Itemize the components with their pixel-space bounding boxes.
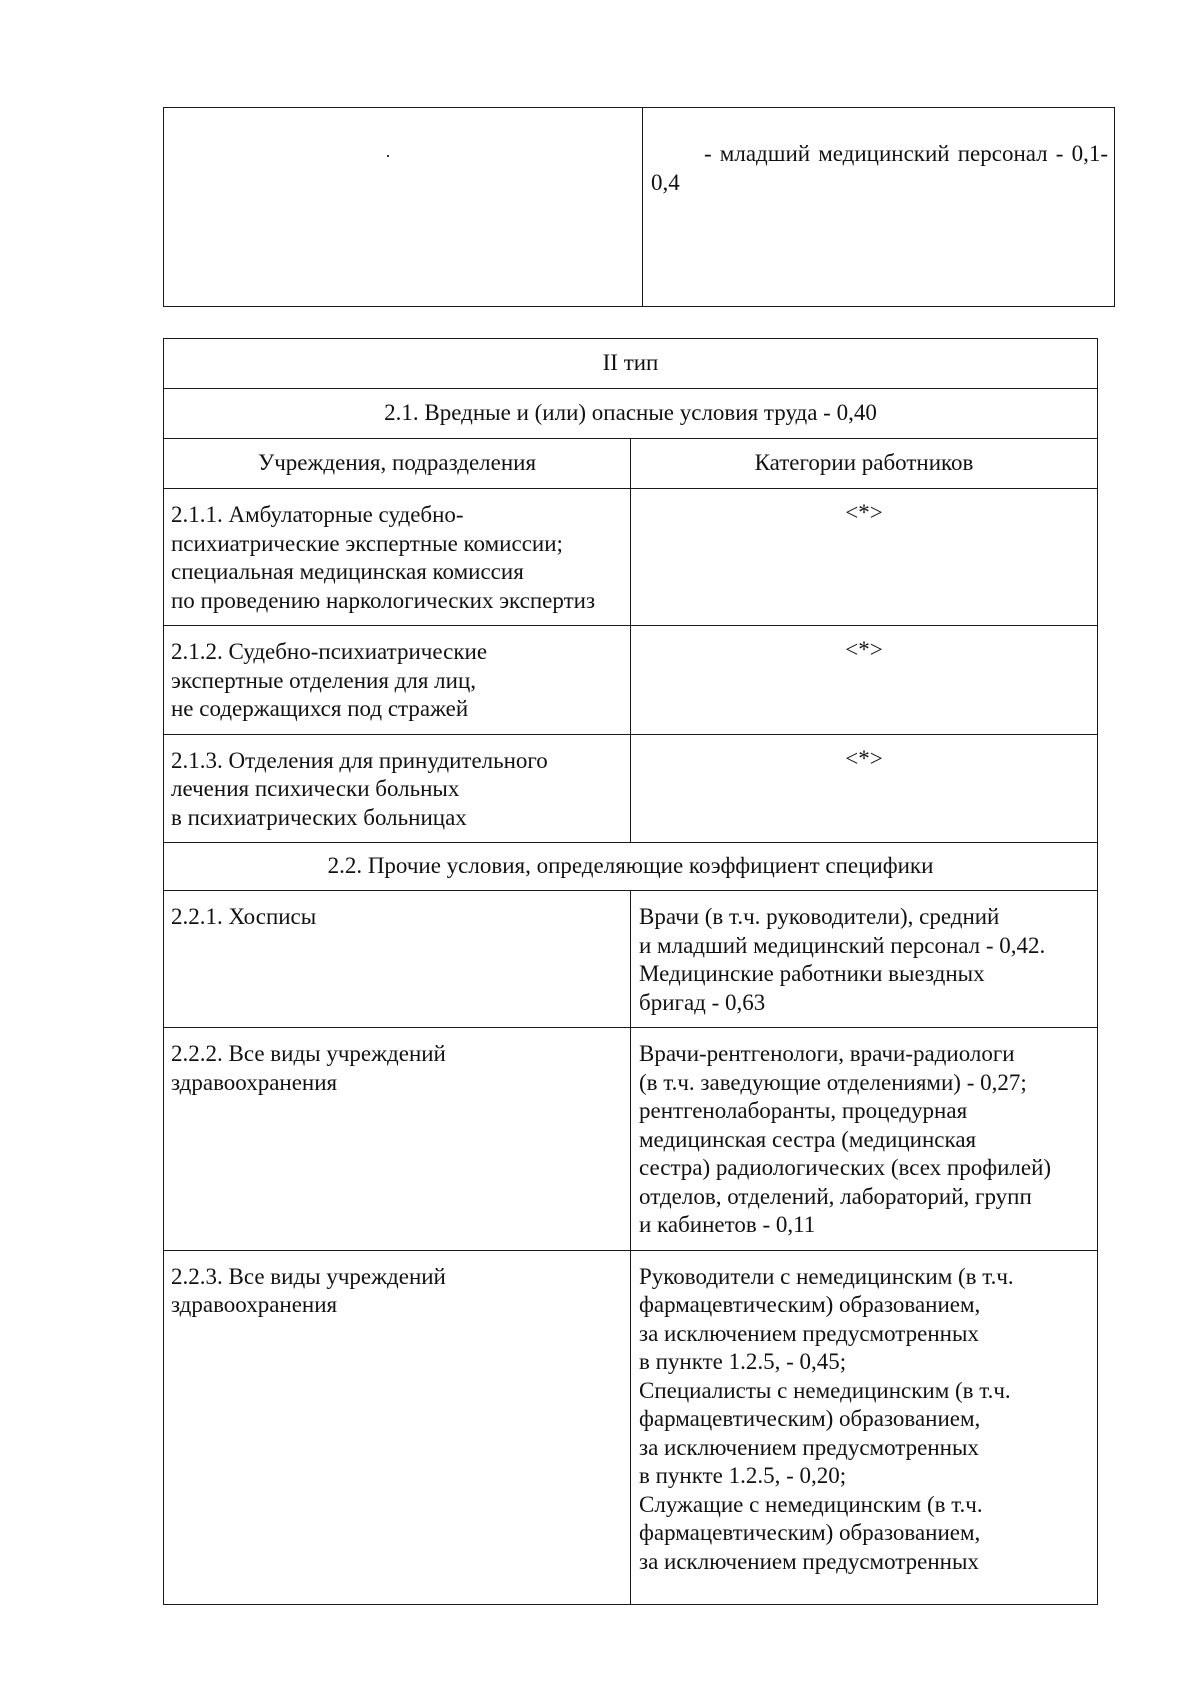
section-2-1-header: 2.1. Вредные и (или) опасные условия труда - 0,40 xyxy=(164,389,1098,439)
institution-cell xyxy=(164,626,631,735)
table-row xyxy=(164,489,1098,626)
institution-cell xyxy=(164,734,631,843)
type-header: II тип xyxy=(164,339,1098,389)
category-cell xyxy=(631,489,1098,626)
institution-cell xyxy=(164,1028,631,1251)
institution-text: 2.1.2. Судебно-психиатрические экспертные отделения для лиц, не содержащихся под стражей xyxy=(171,639,488,721)
table-row xyxy=(164,734,1098,843)
continuation-right-cell xyxy=(643,108,1115,307)
institution-text: 2.2.1. Хосписы xyxy=(171,904,317,929)
institution-cell xyxy=(164,1250,631,1604)
institution-text: 2.2.2. Все виды учреждений здравоохранения xyxy=(171,1041,446,1095)
table-row xyxy=(164,1250,1098,1604)
continuation-left-cell xyxy=(164,108,643,307)
institution-text: 2.1.1. Амбулаторные судебно- психиатрические экспертные комиссии; специальная медицинская комиссия по проведению наркологических экспертиз xyxy=(171,502,596,613)
category-text: Врачи-рентгенологи, врачи-радиологи (в т.ч. заведующие отделениями) - 0,27; рентгенолаборанты, процедурная медицинская сестра (медицинская сестра) радиологических (всех профилей) отделов, отделений, лабораторий, групп и кабинетов - 0,11 xyxy=(639,1041,1052,1237)
col-header-institutions: Учреждения, подразделения xyxy=(164,439,631,489)
category-text: <*> xyxy=(845,637,883,662)
section-2-2-header: 2.2. Прочие условия, определяющие коэффициент специфики xyxy=(164,843,1098,891)
category-cell xyxy=(631,734,1098,843)
continuation-table xyxy=(163,107,1115,307)
category-cell xyxy=(631,626,1098,735)
section-header-row xyxy=(164,843,1098,891)
column-header-row xyxy=(164,439,1098,489)
col-header-categories: Категории работников xyxy=(631,439,1098,489)
institution-cell xyxy=(164,891,631,1028)
scan-speck xyxy=(387,155,389,157)
table-row xyxy=(164,891,1098,1028)
continuation-text: - младший медицинский персонал - 0,1-0,4 xyxy=(651,141,1108,195)
type-header-row xyxy=(164,339,1098,389)
coefficient-table xyxy=(163,338,1098,1605)
category-cell xyxy=(631,891,1098,1028)
institution-text: 2.1.3. Отделения для принудительного лечения психически больных в психиатрических больницах xyxy=(171,747,548,830)
continuation-row xyxy=(164,108,1115,307)
institution-cell xyxy=(164,489,631,626)
category-text: <*> xyxy=(845,500,883,525)
category-cell xyxy=(631,1250,1098,1604)
section-header-row xyxy=(164,389,1098,439)
category-cell xyxy=(631,1028,1098,1251)
category-text: <*> xyxy=(845,745,883,771)
institution-text: 2.2.3. Все виды учреждений здравоохранения xyxy=(171,1263,446,1317)
table-row xyxy=(164,1028,1098,1251)
category-text: Врачи (в т.ч. руководители), средний и младший медицинский персонал - 0,42. Медицинские работники выездных бригад - 0,63 xyxy=(639,904,1046,1015)
category-text: Руководители с немедицинским (в т.ч. фармацевтическим) образованием, за исключением предусмотренных в пункте 1.2.5, - 0,45; Специалисты с немедицинским (в т.ч. фармацевтическим) образованием, за исключением предусмотренных в пункте 1.2.5, - 0,20; Служащие с немедицинским (в т.ч. фармацевтическим) образованием, за исключением предусмотренных xyxy=(639,1263,1014,1574)
table-row xyxy=(164,626,1098,735)
